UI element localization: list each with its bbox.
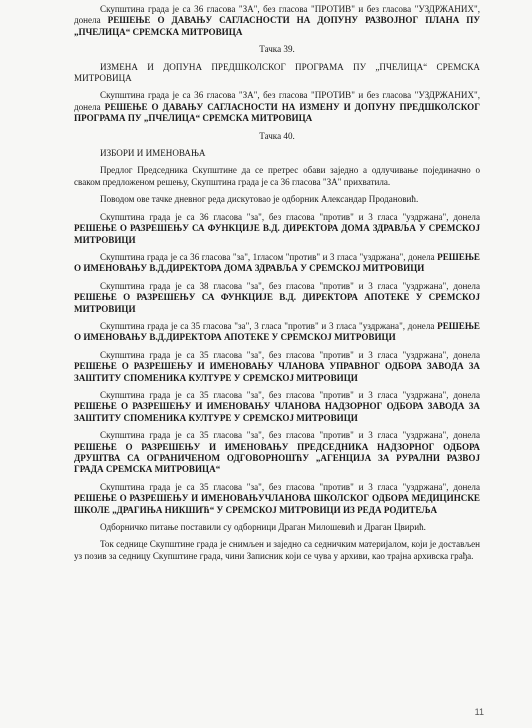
agenda-item-title: ИЗБОРИ И ИМЕНОВАЊА	[100, 148, 206, 159]
vote-text: Скупштина града је са 35 гласова "за", 3 гласа "против" и 3 гласа "уздржана", донела	[100, 320, 438, 331]
decision-title: РЕШЕЊЕ О ИМЕНОВАЊУ В.Д.ДИРЕКТОРА АПОТЕКЕ У СРЕМСКОЈ МИТРОВИЦИ	[74, 320, 480, 343]
decision-title: РЕШЕЊЕ О РАЗРЕШЕЊУ И ИМЕНОВАЊУЧЛАНОВА ШКОЛСКОГ ОДБОРА МЕДИЦИНСКЕ ШКОЛЕ „ДРАГИЊА НИКШИЋ“ У СРЕМСКОЈ МИТРОВИЦИ ИЗ РЕДА РОДИТЕЉА	[74, 493, 480, 515]
vote-text: Скупштина града је са 35 гласова "за", без гласова "против" и 3 гласа "уздржана", донела	[100, 481, 480, 492]
vote-text: Скупштина града је са 36 гласова "ЗА", без гласова "ПРОТИВ" и без гласова "УЗДРЖАНИХ", донела	[74, 4, 480, 26]
vote-paragraph	[74, 390, 480, 424]
vote-paragraph	[74, 90, 480, 124]
vote-paragraph	[74, 350, 480, 384]
vote-text: Скупштина града је са 38 гласова "за", без гласова "против" и 3 гласа "уздржана", донела	[100, 280, 480, 291]
vote-text: Скупштина града је са 36 гласова "за", 1гласом "против" и 3 гласа "уздржана", донела	[100, 251, 438, 262]
vote-text: Скупштина града је са 35 гласова "за", без гласова "против" и 3 гласа "уздржана", донела	[100, 389, 480, 400]
vote-paragraph	[74, 212, 480, 246]
vote-paragraph	[74, 4, 480, 38]
vote-paragraph	[74, 252, 480, 275]
vote-text: Скупштина града је са 35 гласова "за", без гласова "против" и 3 гласа "уздржана", донела	[100, 349, 480, 360]
paragraph: Одборничко питање поставили су одборници Драган Милошевић и Драган Цвирић.	[100, 522, 426, 533]
decision-title: РЕШЕЊЕ О РАЗРЕШЕЊУ СА ФУНКЦИЈЕ В.Д. ДИРЕКТОРА АПОТЕКЕ У СРЕМСКОЈ МИТРОВИЦИ	[74, 292, 480, 314]
paragraph: Предлог Председника Скупштине да се претрес обави заједно а одлучивање појединачно о сваком предложеном решењу, Скупштина града је са 36 гласова "ЗА" прихватила.	[74, 165, 480, 187]
vote-text: Скупштина града је са 35 гласова "за", без гласова "против" и 3 гласа "уздржана", донела	[100, 430, 480, 441]
decision-title: РЕШЕЊЕ О РАЗРЕШЕЊУ СА ФУНКЦИЈЕ В.Д. ДИРЕКТОРА ДОМА ЗДРАВЉА У СРЕМСКОЈ МИТРОВИЦИ	[74, 223, 480, 245]
vote-paragraph	[74, 321, 480, 344]
decision-title: РЕШЕЊЕ О РАЗРЕШЕЊУ И ИМЕНОВАЊУ ЧЛАНОВА НАДЗОРНОГ ОДБОРА ЗАВОДА ЗА ЗАШТИТУ СПОМЕНИКА КУЛТУРЕ У СРЕМСКОЈ МИТРОВИЦИ	[74, 401, 480, 423]
vote-paragraph	[74, 281, 480, 315]
paragraph: Поводом ове тачке дневног реда дискутовао је одборник Александар Продановић.	[100, 194, 419, 205]
item-heading: Тачка 40.	[259, 130, 295, 141]
decision-title: РЕШЕЊЕ О РАЗРЕШЕЊУ И ИМЕНОВАЊУ ЧЛАНОВА УПРАВНОГ ОДБОРА ЗАВОДА ЗА ЗАШТИТУ СПОМЕНИКА КУЛТУРЕ У СРЕМСКОЈ МИТРОВИЦИ	[74, 361, 480, 383]
decision-title: РЕШЕЊЕ О РАЗРЕШЕЊУ И ИМЕНОВАЊУ ПРЕДСЕДНИКА НАДЗОРНОГ ОДБОРА ДРУШТВА СА ОГРАНИЧЕНОМ ОДГОВОРНОШЋУ „АГЕНЦИЈА ЗА РУРАЛНИ РАЗВОЈ ГРАДА СРЕМСКА МИТРОВИЦА“	[74, 441, 480, 475]
vote-paragraph	[74, 430, 480, 476]
item-heading: Тачка 39.	[259, 44, 295, 55]
agenda-item-title: ИЗМЕНА И ДОПУНА ПРЕДШКОЛСКОГ ПРОГРАМА ПУ „ПЧЕЛИЦА“ СРЕМСКА МИТРОВИЦА	[74, 61, 480, 84]
decision-title: РЕШЕЊЕ О ДАВАЊУ САГЛАСНОСТИ НА ДОПУНУ РАЗВОЈНОГ ПЛАНА ПУ „ПЧЕЛИЦА“ СРЕМСКА МИТРОВИЦА	[74, 15, 480, 37]
paragraph: Ток седнице Скупштине града је снимљен и заједно са седничким материјалом, који је достављен уз позив за седницу Скупштине града, чини Записник који се чува у архиви, као трајна архивска грађа.	[74, 539, 480, 561]
decision-title: РЕШЕЊЕ О ИМЕНОВАЊУ В.Д.ДИРЕКТОРА ДОМА ЗДРАВЉА У СРЕМСКОЈ МИТРОВИЦИ	[74, 251, 480, 274]
vote-text: Скупштина града је са 36 гласова "ЗА", без гласова "ПРОТИВ" и без гласова "УЗДРЖАНИХ", донела	[74, 90, 480, 112]
document-body	[74, 4, 480, 562]
vote-paragraph	[74, 482, 480, 516]
page-number: 11	[474, 706, 484, 717]
decision-title: РЕШЕЊЕ О ДАВАЊУ САГЛАСНОСТИ НА ИЗМЕНУ И ДОПУНУ ПРЕДШКОЛСКОГ ПРОГРАМА ПУ „ПЧЕЛИЦА“ СРЕМСКА МИТРОВИЦА	[74, 101, 480, 124]
vote-text: Скупштина града је са 36 гласова "за", без гласова "против" и 3 гласа "уздржана", донела	[100, 211, 480, 222]
